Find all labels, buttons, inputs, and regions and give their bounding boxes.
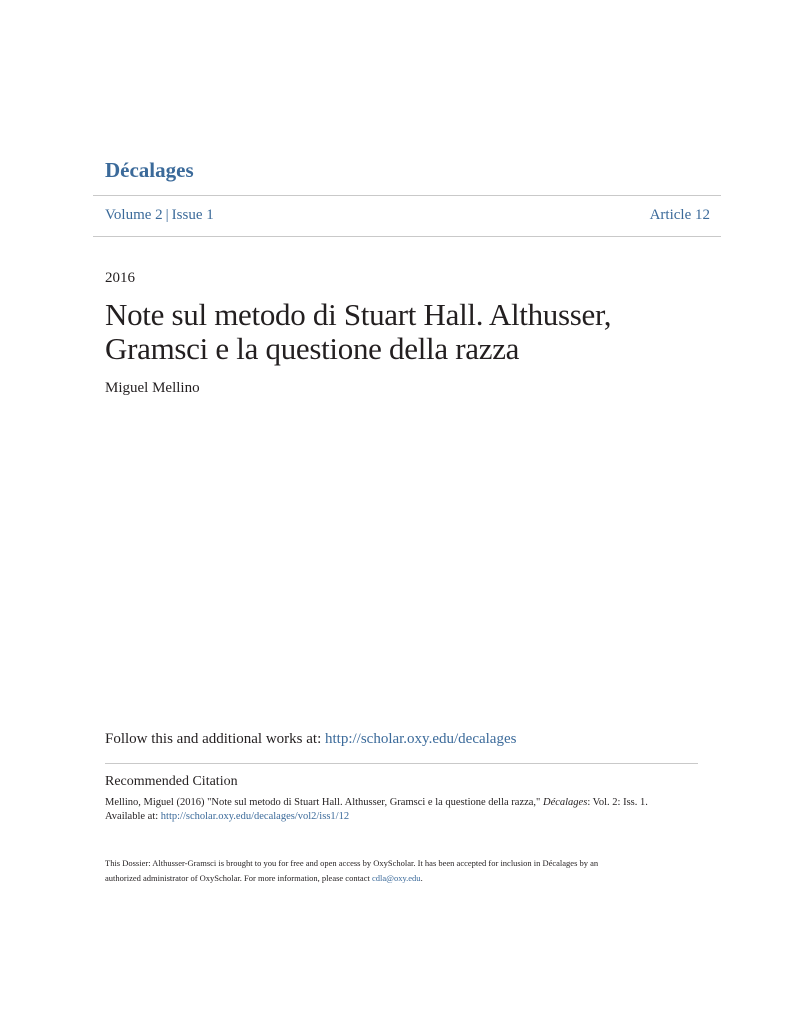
citation-text-start: Mellino, Miguel (2016) "Note sul metodo di Stuart Hall. Althusser, Gramsci e la questione della razza," xyxy=(105,797,543,808)
article-title: Note sul metodo di Stuart Hall. Althusser, Gramsci e la questione della razza xyxy=(105,297,612,366)
issue-link[interactable]: Issue 1 xyxy=(171,207,214,223)
citation-divider xyxy=(105,763,698,764)
disclaimer-line-2: authorized administrator of OxyScholar. For more information, please contact xyxy=(105,873,372,883)
volume-issue-separator: | xyxy=(165,207,169,223)
disclaimer-line-1: This Dossier: Althusser-Gramsci is brought to you for free and open access by OxyScholar. It has been accepted for inclusion in Décalages by an xyxy=(105,858,599,868)
journal-title-link[interactable]: Décalages xyxy=(105,158,194,182)
header-divider-top xyxy=(93,195,721,196)
citation-link[interactable]: http://scholar.oxy.edu/decalages/vol2/iss1/12 xyxy=(160,811,350,822)
article-number-link[interactable]: Article 12 xyxy=(649,207,710,223)
volume-link[interactable]: Volume 2 xyxy=(105,207,163,223)
author-name: Miguel Mellino xyxy=(105,380,200,396)
follow-works-label: Follow this and additional works at: xyxy=(105,731,325,747)
header-divider-bottom xyxy=(93,236,721,237)
access-disclaimer xyxy=(105,856,705,886)
follow-works-line xyxy=(105,731,516,748)
volume-issue-row xyxy=(105,207,710,224)
contact-email-link[interactable]: cdla@oxy.edu xyxy=(371,873,421,883)
publication-year: 2016 xyxy=(105,270,135,286)
citation-text-end: : Vol. 2: Iss. 1. xyxy=(587,797,648,808)
follow-works-link[interactable]: http://scholar.oxy.edu/decalages xyxy=(324,731,517,747)
citation-available-label: Available at: xyxy=(105,811,161,822)
citation-heading: Recommended Citation xyxy=(105,774,238,789)
citation-journal-name: Décalages xyxy=(542,797,588,808)
disclaimer-end: . xyxy=(420,873,423,883)
citation-block xyxy=(105,796,705,824)
